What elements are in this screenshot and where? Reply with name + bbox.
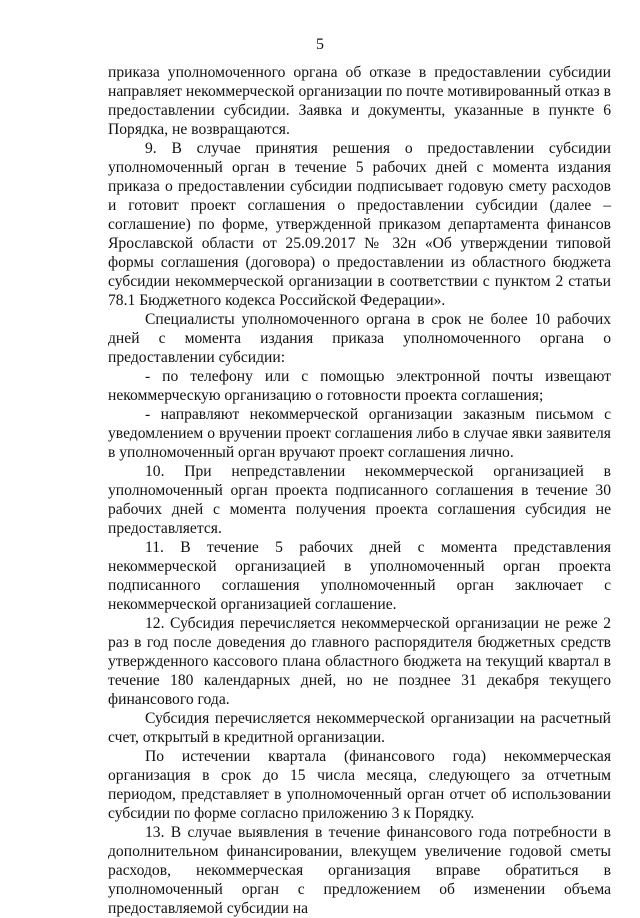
paragraph-item-12: 12. Субсидия перечисляется некоммерческой организации не реже 2 раз в год после доведения до главного распорядителя бюджетных средств утвержденного кассового плана областного бюджета на текущий квартал в течение 180 календарных дней, но не позднее 31 декабря текущего финансового года. (108, 615, 611, 708)
paragraph-item-10: 10. При непредставлении некоммерческой организацией в уполномоченный орган проекта подписанного соглашения в течение 30 рабочих дней с момента получения проекта соглашения субсидия не предоставляется. (108, 463, 611, 537)
paragraph-notify-phone: - по телефону или с помощью электронной почты извещают некоммерческую организацию о готовности проекта соглашения; (108, 368, 611, 404)
paragraph-specialists: Специалисты уполномоченного органа в срок не более 10 рабочих дней с момента издания приказа уполномоченного органа о предоставлении субсидии: (108, 311, 611, 366)
paragraph-refusal-continuation: приказа уполномоченного органа об отказе в предоставлении субсидии направляет некоммерческой организации по почте мотивированный отказ в предоставлении субсидии. Заявка и документы, указанные в пункте 6 Порядка, не возвращаются. (108, 64, 611, 138)
page-number: 5 (316, 36, 324, 53)
document-body (108, 63, 611, 918)
paragraph-item-9: 9. В случае принятия решения о предоставлении субсидии уполномоченный орган в течение 5 рабочих дней с момента издания приказа о предоставлении субсидии подписывает годовую смету расходов и готовит проект соглашения о предоставлении субсидии (далее – соглашение) по форме, утвержденной приказом департамента финансов Ярославской области от 25.09.2017 № 32н «Об утверждении типовой формы соглашения (договора) о предоставлении из областного бюджета субсидии некоммерческой организации в соответствии с пунктом 2 статьи 78.1 Бюджетного кодекса Российской Федерации». (108, 140, 611, 309)
paragraph-send-mail: - направляют некоммерческой организации заказным письмом с уведомлением о вручении проект соглашения либо в случае явки заявителя в уполномоченный орган вручают проект соглашения лично. (108, 406, 611, 461)
paragraph-item-11: 11. В течение 5 рабочих дней с момента представления некоммерческой организацией в уполномоченный орган проекта подписанного соглашения уполномоченный орган заключает с некоммерческой организацией соглашение. (108, 539, 611, 613)
paragraph-item-13: 13. В случае выявления в течение финансового года потребности в дополнительном финансировании, влекущем увеличение годовой сметы расходов, некоммерческая организация вправе обратиться в уполномоченный орган с предложением об изменении объема предоставляемой субсидии на (108, 824, 611, 917)
paragraph-report: По истечении квартала (финансового года) некоммерческая организация в срок до 15 числа месяца, следующего за отчетным периодом, представляет в уполномоченный орган отчет об использовании субсидии по форме согласно приложению 3 к Порядку. (108, 748, 611, 822)
paragraph-transfer-account: Субсидия перечисляется некоммерческой организации на расчетный счет, открытый в кредитной организации. (108, 710, 611, 746)
